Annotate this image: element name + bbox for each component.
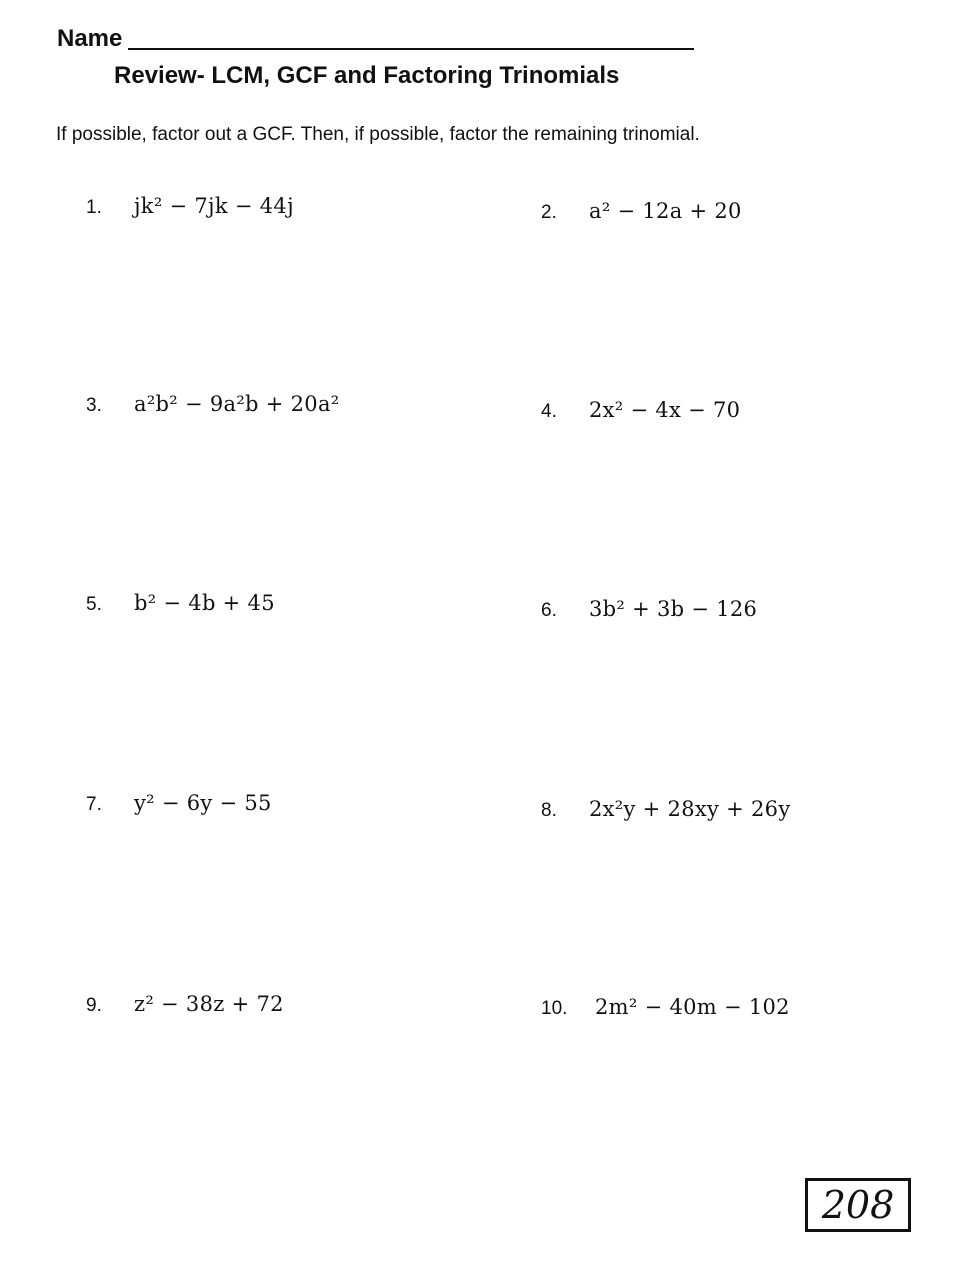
problem-number: 8. bbox=[541, 800, 557, 821]
problem-number: 6. bbox=[541, 600, 557, 621]
problem-9 bbox=[86, 992, 284, 1017]
problem-7 bbox=[86, 791, 272, 816]
problem-number: 5. bbox=[86, 594, 102, 615]
problem-expression: a²b² − 9a²b + 20a² bbox=[134, 392, 340, 416]
page-title: Review- LCM, GCF and Factoring Trinomials bbox=[114, 62, 620, 89]
problem-8 bbox=[541, 797, 791, 822]
problem-number: 2. bbox=[541, 202, 557, 223]
name-blank-line[interactable] bbox=[128, 48, 694, 50]
problem-expression: jk² − 7jk − 44j bbox=[134, 194, 294, 218]
problem-number: 7. bbox=[86, 794, 102, 815]
problem-number: 3. bbox=[86, 395, 102, 416]
page-number-stamp bbox=[805, 1178, 911, 1232]
problem-expression: 2x²y + 28xy + 26y bbox=[589, 797, 791, 821]
problem-6 bbox=[541, 597, 757, 622]
problem-expression: b² − 4b + 45 bbox=[134, 591, 275, 615]
problem-expression: 2x² − 4x − 70 bbox=[589, 398, 741, 422]
problem-5 bbox=[86, 591, 275, 616]
name-label: Name bbox=[57, 25, 123, 52]
problem-number: 10. bbox=[541, 998, 568, 1019]
problem-2 bbox=[541, 199, 742, 224]
problem-number: 1. bbox=[86, 197, 102, 218]
problem-expression: a² − 12a + 20 bbox=[589, 199, 742, 223]
problem-expression: 3b² + 3b − 126 bbox=[589, 597, 758, 621]
problem-expression: y² − 6y − 55 bbox=[134, 791, 272, 815]
problem-number: 4. bbox=[541, 401, 557, 422]
problem-4 bbox=[541, 398, 740, 423]
problem-1 bbox=[86, 194, 294, 219]
problem-expression: 2m² − 40m − 102 bbox=[595, 995, 790, 1019]
problem-expression: z² − 38z + 72 bbox=[134, 992, 284, 1016]
instructions: If possible, factor out a GCF. Then, if possible, factor the remaining trinomial. bbox=[56, 124, 700, 145]
problem-number: 9. bbox=[86, 995, 102, 1016]
problem-3 bbox=[86, 392, 340, 417]
name-row bbox=[57, 24, 694, 54]
page-number: 208 bbox=[821, 1183, 895, 1227]
problem-10 bbox=[541, 995, 790, 1020]
